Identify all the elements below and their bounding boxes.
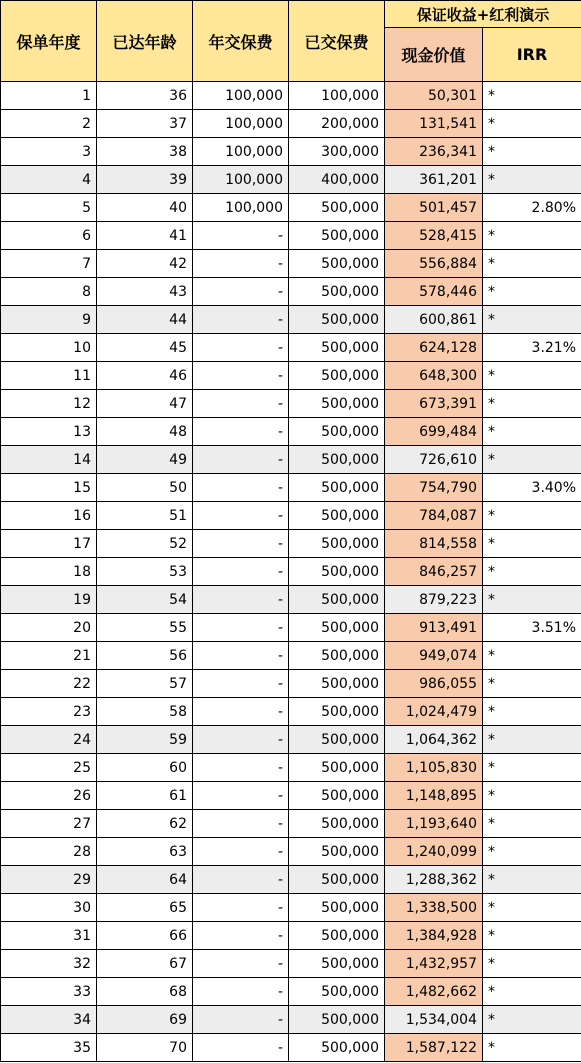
cell-irr: *: [483, 782, 581, 810]
cell-policy-year: 30: [1, 894, 97, 922]
cell-irr: *: [483, 530, 581, 558]
cell-cash-value: 1,148,895: [385, 782, 483, 810]
cell-age: 49: [97, 446, 193, 474]
cell-policy-year: 5: [1, 194, 97, 222]
cell-irr: *: [483, 558, 581, 586]
header-paid-premium: 已交保费: [289, 1, 385, 82]
cell-policy-year: 15: [1, 474, 97, 502]
table-row: [1, 810, 581, 838]
table-row: [1, 474, 581, 502]
header-annual-premium: 年交保费: [193, 1, 289, 82]
cell-paid-premium: 500,000: [289, 250, 385, 278]
cell-age: 46: [97, 362, 193, 390]
cell-policy-year: 31: [1, 922, 97, 950]
cell-irr: *: [483, 1006, 581, 1034]
cell-age: 59: [97, 726, 193, 754]
cell-age: 61: [97, 782, 193, 810]
cell-paid-premium: 100,000: [289, 82, 385, 110]
cell-cash-value: 846,257: [385, 558, 483, 586]
cell-paid-premium: 500,000: [289, 754, 385, 782]
cell-paid-premium: 500,000: [289, 194, 385, 222]
cell-annual-premium: -: [193, 614, 289, 642]
cell-cash-value: 913,491: [385, 614, 483, 642]
cell-irr: *: [483, 698, 581, 726]
cell-age: 65: [97, 894, 193, 922]
cell-irr: *: [483, 82, 581, 110]
cell-paid-premium: 500,000: [289, 866, 385, 894]
cell-policy-year: 3: [1, 138, 97, 166]
cell-policy-year: 29: [1, 866, 97, 894]
cell-paid-premium: 500,000: [289, 446, 385, 474]
cell-irr: *: [483, 278, 581, 306]
cell-cash-value: 1,338,500: [385, 894, 483, 922]
cell-annual-premium: -: [193, 446, 289, 474]
cell-cash-value: 600,861: [385, 306, 483, 334]
cell-policy-year: 26: [1, 782, 97, 810]
cell-paid-premium: 500,000: [289, 502, 385, 530]
cell-policy-year: 33: [1, 978, 97, 1006]
cell-annual-premium: -: [193, 670, 289, 698]
cell-age: 66: [97, 922, 193, 950]
cell-policy-year: 9: [1, 306, 97, 334]
table-row: [1, 978, 581, 1006]
cell-paid-premium: 500,000: [289, 642, 385, 670]
cell-cash-value: 754,790: [385, 474, 483, 502]
cell-irr: *: [483, 446, 581, 474]
table-header: [1, 1, 581, 82]
cell-annual-premium: -: [193, 334, 289, 362]
cell-irr: *: [483, 1034, 581, 1062]
cell-age: 53: [97, 558, 193, 586]
table-body: [1, 82, 581, 1062]
cell-cash-value: 726,610: [385, 446, 483, 474]
cell-irr: 3.21%: [483, 334, 581, 362]
table-row: [1, 278, 581, 306]
cell-annual-premium: -: [193, 866, 289, 894]
cell-age: 62: [97, 810, 193, 838]
table-row: [1, 782, 581, 810]
cell-cash-value: 1,288,362: [385, 866, 483, 894]
cell-annual-premium: 100,000: [193, 138, 289, 166]
cell-cash-value: 131,541: [385, 110, 483, 138]
cell-cash-value: 624,128: [385, 334, 483, 362]
cell-cash-value: 648,300: [385, 362, 483, 390]
table-row: [1, 110, 581, 138]
cell-policy-year: 6: [1, 222, 97, 250]
cell-policy-year: 12: [1, 390, 97, 418]
cell-annual-premium: -: [193, 642, 289, 670]
cell-cash-value: 814,558: [385, 530, 483, 558]
cell-irr: *: [483, 726, 581, 754]
cell-annual-premium: -: [193, 558, 289, 586]
cell-paid-premium: 500,000: [289, 698, 385, 726]
table-row: [1, 614, 581, 642]
cell-irr: *: [483, 502, 581, 530]
cell-cash-value: 986,055: [385, 670, 483, 698]
cell-cash-value: 236,341: [385, 138, 483, 166]
table-row: [1, 530, 581, 558]
cell-annual-premium: -: [193, 1006, 289, 1034]
cell-paid-premium: 300,000: [289, 138, 385, 166]
cell-cash-value: 1,064,362: [385, 726, 483, 754]
cell-annual-premium: -: [193, 754, 289, 782]
cell-annual-premium: -: [193, 530, 289, 558]
cell-policy-year: 14: [1, 446, 97, 474]
cell-age: 48: [97, 418, 193, 446]
cell-policy-year: 19: [1, 586, 97, 614]
cell-cash-value: 556,884: [385, 250, 483, 278]
cell-annual-premium: -: [193, 222, 289, 250]
cell-age: 41: [97, 222, 193, 250]
header-policy-year: 保单年度: [1, 1, 97, 82]
cell-age: 45: [97, 334, 193, 362]
table-row: [1, 922, 581, 950]
cell-annual-premium: -: [193, 278, 289, 306]
cell-paid-premium: 500,000: [289, 362, 385, 390]
cell-paid-premium: 500,000: [289, 922, 385, 950]
cell-annual-premium: -: [193, 418, 289, 446]
cell-paid-premium: 500,000: [289, 474, 385, 502]
table-row: [1, 558, 581, 586]
table-row: [1, 306, 581, 334]
cell-policy-year: 7: [1, 250, 97, 278]
cell-cash-value: 949,074: [385, 642, 483, 670]
cell-paid-premium: 500,000: [289, 978, 385, 1006]
table-row: [1, 194, 581, 222]
cell-policy-year: 25: [1, 754, 97, 782]
cell-cash-value: 879,223: [385, 586, 483, 614]
cell-age: 47: [97, 390, 193, 418]
cell-policy-year: 32: [1, 950, 97, 978]
cell-irr: *: [483, 922, 581, 950]
cell-age: 40: [97, 194, 193, 222]
cell-age: 67: [97, 950, 193, 978]
table-row: [1, 838, 581, 866]
table-row: [1, 334, 581, 362]
cell-policy-year: 22: [1, 670, 97, 698]
cell-cash-value: 501,457: [385, 194, 483, 222]
cell-cash-value: 673,391: [385, 390, 483, 418]
cell-annual-premium: -: [193, 810, 289, 838]
table-row: [1, 586, 581, 614]
cell-policy-year: 21: [1, 642, 97, 670]
cell-annual-premium: -: [193, 250, 289, 278]
cell-irr: *: [483, 642, 581, 670]
cell-annual-premium: -: [193, 978, 289, 1006]
cell-age: 54: [97, 586, 193, 614]
cell-policy-year: 24: [1, 726, 97, 754]
cell-policy-year: 18: [1, 558, 97, 586]
cell-irr: *: [483, 586, 581, 614]
cell-cash-value: 50,301: [385, 82, 483, 110]
cell-cash-value: 1,587,122: [385, 1034, 483, 1062]
cell-annual-premium: -: [193, 362, 289, 390]
cell-age: 63: [97, 838, 193, 866]
cell-irr: 3.51%: [483, 614, 581, 642]
cell-paid-premium: 200,000: [289, 110, 385, 138]
cell-annual-premium: 100,000: [193, 82, 289, 110]
cell-paid-premium: 500,000: [289, 390, 385, 418]
cell-policy-year: 34: [1, 1006, 97, 1034]
cell-annual-premium: -: [193, 950, 289, 978]
table-row: [1, 754, 581, 782]
cell-annual-premium: -: [193, 586, 289, 614]
cell-age: 68: [97, 978, 193, 1006]
cell-policy-year: 11: [1, 362, 97, 390]
cell-policy-year: 16: [1, 502, 97, 530]
cell-policy-year: 4: [1, 166, 97, 194]
cell-irr: *: [483, 978, 581, 1006]
cell-irr: *: [483, 250, 581, 278]
cell-irr: *: [483, 810, 581, 838]
cell-paid-premium: 500,000: [289, 1034, 385, 1062]
cell-paid-premium: 500,000: [289, 782, 385, 810]
table-row: [1, 502, 581, 530]
table-row: [1, 642, 581, 670]
table-row: [1, 894, 581, 922]
cell-paid-premium: 500,000: [289, 418, 385, 446]
cell-age: 37: [97, 110, 193, 138]
cell-paid-premium: 500,000: [289, 894, 385, 922]
cell-policy-year: 13: [1, 418, 97, 446]
cell-age: 58: [97, 698, 193, 726]
cell-policy-year: 28: [1, 838, 97, 866]
cell-annual-premium: -: [193, 922, 289, 950]
table-row: [1, 138, 581, 166]
cell-paid-premium: 500,000: [289, 278, 385, 306]
cell-policy-year: 10: [1, 334, 97, 362]
cell-annual-premium: 100,000: [193, 194, 289, 222]
cell-paid-premium: 500,000: [289, 306, 385, 334]
cell-age: 60: [97, 754, 193, 782]
cell-irr: *: [483, 670, 581, 698]
cell-paid-premium: 500,000: [289, 810, 385, 838]
cell-cash-value: 361,201: [385, 166, 483, 194]
table-row: [1, 222, 581, 250]
cell-irr: *: [483, 390, 581, 418]
cell-cash-value: 528,415: [385, 222, 483, 250]
cell-age: 51: [97, 502, 193, 530]
cell-policy-year: 8: [1, 278, 97, 306]
cell-irr: *: [483, 894, 581, 922]
table-row: [1, 726, 581, 754]
cell-age: 39: [97, 166, 193, 194]
cell-age: 42: [97, 250, 193, 278]
cell-irr: *: [483, 418, 581, 446]
cell-annual-premium: -: [193, 726, 289, 754]
cell-annual-premium: -: [193, 502, 289, 530]
cell-age: 70: [97, 1034, 193, 1062]
cell-age: 64: [97, 866, 193, 894]
cell-policy-year: 27: [1, 810, 97, 838]
cell-policy-year: 1: [1, 82, 97, 110]
cell-cash-value: 1,105,830: [385, 754, 483, 782]
cell-irr: 2.80%: [483, 194, 581, 222]
cell-age: 38: [97, 138, 193, 166]
table-row: [1, 950, 581, 978]
cell-annual-premium: -: [193, 474, 289, 502]
cell-annual-premium: -: [193, 698, 289, 726]
cell-policy-year: 23: [1, 698, 97, 726]
cell-age: 55: [97, 614, 193, 642]
table-row: [1, 166, 581, 194]
cell-annual-premium: -: [193, 1034, 289, 1062]
cell-age: 52: [97, 530, 193, 558]
cell-paid-premium: 500,000: [289, 726, 385, 754]
cell-paid-premium: 500,000: [289, 614, 385, 642]
header-age: 已达年龄: [97, 1, 193, 82]
cell-paid-premium: 500,000: [289, 334, 385, 362]
table-row: [1, 390, 581, 418]
table-row: [1, 418, 581, 446]
cell-paid-premium: 500,000: [289, 1006, 385, 1034]
cell-paid-premium: 500,000: [289, 530, 385, 558]
cell-irr: 3.40%: [483, 474, 581, 502]
cell-annual-premium: -: [193, 838, 289, 866]
cell-annual-premium: -: [193, 390, 289, 418]
cell-policy-year: 20: [1, 614, 97, 642]
cell-paid-premium: 500,000: [289, 222, 385, 250]
cell-policy-year: 17: [1, 530, 97, 558]
cell-cash-value: 1,024,479: [385, 698, 483, 726]
cell-irr: *: [483, 166, 581, 194]
table-row: [1, 82, 581, 110]
cell-irr: *: [483, 754, 581, 782]
header-irr: IRR: [483, 28, 581, 82]
cell-age: 57: [97, 670, 193, 698]
cell-age: 44: [97, 306, 193, 334]
table-row: [1, 446, 581, 474]
cell-irr: *: [483, 362, 581, 390]
cell-policy-year: 35: [1, 1034, 97, 1062]
table-row: [1, 1034, 581, 1062]
cell-age: 50: [97, 474, 193, 502]
cell-annual-premium: 100,000: [193, 110, 289, 138]
cell-irr: *: [483, 866, 581, 894]
cell-annual-premium: -: [193, 894, 289, 922]
cell-paid-premium: 500,000: [289, 586, 385, 614]
cell-cash-value: 1,432,957: [385, 950, 483, 978]
cell-irr: *: [483, 306, 581, 334]
cell-annual-premium: -: [193, 306, 289, 334]
cell-annual-premium: -: [193, 782, 289, 810]
cell-irr: *: [483, 138, 581, 166]
table-row: [1, 1006, 581, 1034]
cell-paid-premium: 500,000: [289, 950, 385, 978]
header-group-guaranteed-dividend: 保证收益+红利演示: [385, 1, 581, 28]
cell-cash-value: 1,482,662: [385, 978, 483, 1006]
cell-irr: *: [483, 110, 581, 138]
header-cash-value: 现金价值: [385, 28, 483, 82]
table-row: [1, 250, 581, 278]
cell-cash-value: 1,240,099: [385, 838, 483, 866]
table-row: [1, 670, 581, 698]
cell-policy-year: 2: [1, 110, 97, 138]
table-row: [1, 866, 581, 894]
cell-irr: *: [483, 838, 581, 866]
table-row: [1, 362, 581, 390]
cell-age: 56: [97, 642, 193, 670]
cell-paid-premium: 500,000: [289, 558, 385, 586]
cell-cash-value: 1,534,004: [385, 1006, 483, 1034]
cell-age: 36: [97, 82, 193, 110]
cell-annual-premium: 100,000: [193, 166, 289, 194]
cell-cash-value: 578,446: [385, 278, 483, 306]
cell-irr: *: [483, 222, 581, 250]
cell-cash-value: 1,193,640: [385, 810, 483, 838]
table-row: [1, 698, 581, 726]
cell-age: 43: [97, 278, 193, 306]
cell-paid-premium: 500,000: [289, 670, 385, 698]
cell-cash-value: 1,384,928: [385, 922, 483, 950]
cell-cash-value: 784,087: [385, 502, 483, 530]
cell-age: 69: [97, 1006, 193, 1034]
cell-irr: *: [483, 950, 581, 978]
cell-paid-premium: 400,000: [289, 166, 385, 194]
cell-paid-premium: 500,000: [289, 838, 385, 866]
cell-cash-value: 699,484: [385, 418, 483, 446]
